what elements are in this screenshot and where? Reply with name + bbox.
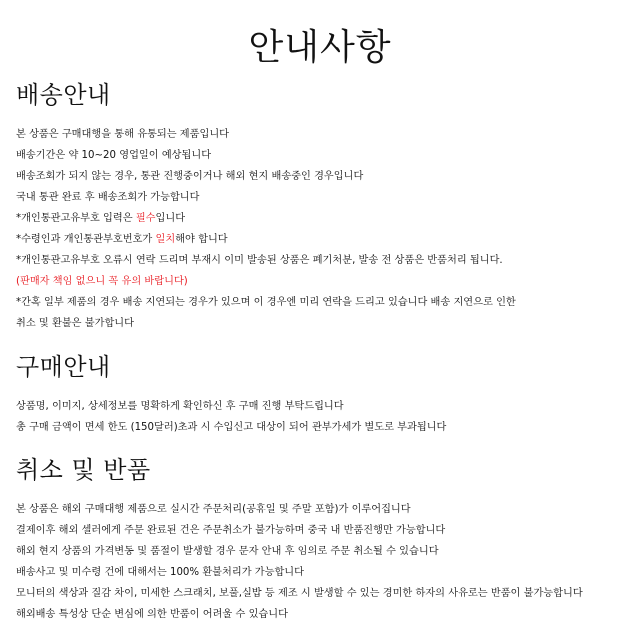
page-title: 안내사항 xyxy=(248,27,392,68)
customs-code-text: *개인통관고유부호 입력은 xyxy=(16,213,136,224)
refund-line-2: 결제이후 해외 셀러에게 주문 완료된 건은 주문취소가 불가능하며 중국 내 반품진행만 가능합니다 xyxy=(16,525,446,536)
shipping-line-4: 국내 통관 완료 후 배송조회가 가능합니다 xyxy=(16,192,200,203)
recipient-match-text: *수령인과 개인통관부호번호가 xyxy=(16,234,156,245)
shipping-line-7: *개인통관고유부호 오류시 연락 드리며 부재시 이미 발송된 상품은 폐기처분, 발송 전 상품은 반품처리 됩니다. xyxy=(16,255,503,266)
purchase-heading: 구매안내 xyxy=(16,353,111,381)
purchase-lines xyxy=(16,396,628,438)
recipient-match-suffix: 해야 합니다 xyxy=(175,234,228,245)
shipping-line-3: 배송조회가 되지 않는 경우, 통관 진행중이거나 해외 현지 배송중인 경우입니다 xyxy=(16,171,364,182)
seller-warning: (판매자 책임 없으니 꼭 유의 바랍니다) xyxy=(16,276,188,287)
shipping-section xyxy=(16,80,628,334)
refund-line-4: 배송사고 및 미수령 건에 대해서는 100% 환불처리가 가능합니다 xyxy=(16,567,304,578)
purchase-section xyxy=(16,352,628,438)
shipping-lines xyxy=(16,124,628,334)
refund-section xyxy=(16,455,628,625)
purchase-line-2: 총 구매 금액이 면세 한도 (150달러)초과 시 수입신고 대상이 되어 관부가세가 별도로 부과됩니다 xyxy=(16,422,447,433)
refund-lines xyxy=(16,499,628,625)
shipping-line-5 xyxy=(16,208,628,229)
refund-line-6: 해외배송 특성상 단순 변심에 의한 반품이 어려울 수 있습니다 xyxy=(16,609,288,620)
refund-heading: 취소 및 반품 xyxy=(16,456,151,484)
shipping-line-1: 본 상품은 구매대행을 통해 유통되는 제품입니다 xyxy=(16,129,230,140)
required-highlight: 필수 xyxy=(135,213,156,224)
shipping-line-9: *간혹 일부 제품의 경우 배송 지연되는 경우가 있으며 이 경우엔 미리 연락을 드리고 있습니다 배송 지연으로 인한 xyxy=(16,297,516,308)
match-highlight: 일치 xyxy=(155,234,176,245)
customs-code-suffix: 입니다 xyxy=(155,213,186,224)
refund-line-5: 모니터의 색상과 질감 차이, 미세한 스크래치, 보풀,실밥 등 제조 시 발생할 수 있는 경미한 하자의 사유로는 반품이 불가능합니다 xyxy=(16,588,583,599)
refund-line-1: 본 상품은 해외 구매대행 제품으로 실시간 주문처리(공휴일 및 주말 포함)가 이루어집니다 xyxy=(16,504,411,515)
refund-line-3: 해외 현지 상품의 가격변동 및 품절이 발생할 경우 문자 안내 후 임의로 주문 취소될 수 있습니다 xyxy=(16,546,439,557)
shipping-line-2: 배송기간은 약 10~20 영업일이 예상됩니다 xyxy=(16,150,212,161)
purchase-line-1: 상품명, 이미지, 상세정보를 명확하게 확인하신 후 구매 진행 부탁드립니다 xyxy=(16,401,344,412)
shipping-line-10: 취소 및 환불은 불가합니다 xyxy=(16,318,134,329)
shipping-line-6 xyxy=(16,229,628,250)
shipping-heading: 배송안내 xyxy=(16,81,111,109)
